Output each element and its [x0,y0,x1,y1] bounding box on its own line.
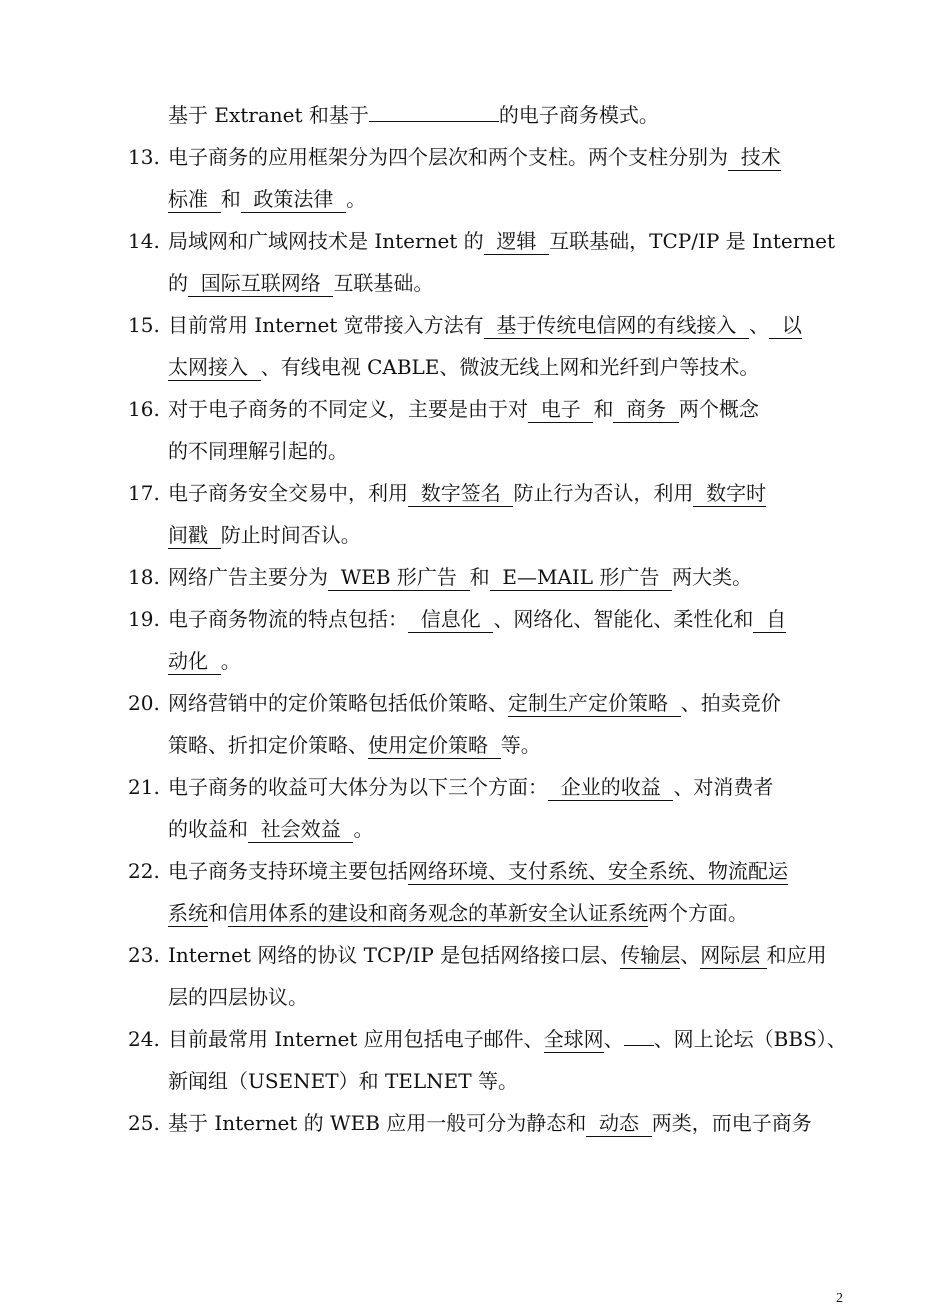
question-text: 网络广告主要分为 [168,565,328,589]
question-line [168,646,241,676]
question-line [168,478,766,508]
question-text: 电子商务支持环境主要包括 [168,859,408,883]
question-text: 两类，而电子商务 [651,1111,812,1135]
answer-text: 定制生产定价策略 [508,691,681,715]
page-number: 2 [836,1291,843,1306]
question-text: 电子商务的应用框架分为四个层次和两个支柱。两个支柱分别为 [168,145,728,169]
answer-text: 全球网 [543,1027,604,1051]
question-text: 防止时间否认。 [220,523,361,547]
question-number: 25. [128,1111,160,1135]
question-text: 两个方面。 [648,901,748,925]
answer-text: 动态 [586,1111,652,1135]
question-text: 、网上论坛（BBS）、 [653,1027,847,1051]
question-line [168,268,433,298]
answer-text: 技术 [728,145,781,169]
question-line [168,226,835,256]
answer-text: 自 [753,607,787,631]
question-line [168,520,361,550]
question-text: 、拍卖竞价 [680,691,781,715]
answer-text: 太网接入 [168,355,261,379]
question-text: Internet 网络的协议 TCP/IP 是包括网络接口层、 [168,943,621,967]
question-number: 20. [128,691,160,715]
question-text: 和应用 [766,943,827,967]
question-text: 两个概念 [678,397,759,421]
question-line [168,814,373,844]
question-line [168,604,786,634]
question-number: 24. [128,1027,160,1051]
question-text: 和 [220,187,241,211]
question-line [168,1066,518,1096]
question-text: 局域网和广域网技术是 Internet 的 [168,229,484,253]
question-text: 、 [749,313,770,337]
question-line [168,940,827,970]
answer-text: 信息化 [408,607,494,631]
question-number: 17. [128,481,160,505]
answer-text: 系统 [168,901,208,925]
question-text: 基于 Extranet 和基于 [168,103,369,127]
question-text: 防止行为否认，利用 [513,481,694,505]
answer-text: 国际互联网络 [188,271,334,295]
answer-text: 数字签名 [408,481,514,505]
answer-text: 间戳 [168,523,221,547]
question-text: 和 [208,901,228,925]
question-text: 电子商务物流的特点包括： [168,607,408,631]
answer-text: 动化 [168,649,221,673]
question-text: 。 [346,187,367,211]
question-line [168,1024,847,1054]
question-line [168,772,773,802]
question-number: 23. [128,943,160,967]
question-line [168,310,802,340]
question-line [168,856,788,886]
question-number: 16. [128,397,160,421]
question-text: 、 [680,943,701,967]
question-text: 的电子商务模式。 [498,103,659,127]
question-text: 和 [469,565,490,589]
question-text: 互联基础，TCP/IP 是 Internet [549,229,836,253]
question-text: 目前最常用 Internet 应用包括电子邮件、 [168,1027,544,1051]
question-line [168,142,781,172]
question-text: 的 [168,271,188,295]
question-line [168,688,781,718]
question-text: 等。 [500,733,541,757]
answer-text: 以 [769,313,802,337]
answer-blank [369,101,499,122]
question-line [168,184,366,214]
answer-text: 基于传统电信网的有线接入 [483,313,750,337]
answer-text: 信用体系的建设和商务观念的革新安全认证系统 [228,901,648,925]
answer-text: 标准 [168,187,221,211]
question-text: 两大类。 [672,565,753,589]
question-line [168,1108,812,1138]
question-text: 的收益和 [168,817,248,841]
question-number: 22. [128,859,160,883]
answer-text: E—MAIL 形广告 [489,565,673,589]
question-line [168,982,308,1012]
question-number: 21. [128,775,160,799]
question-number: 19. [128,607,160,631]
question-text: 。 [353,817,374,841]
question-text: 基于 Internet 的 WEB 应用一般可分为静态和 [168,1111,587,1135]
answer-text: 逻辑 [483,229,550,253]
answer-text: 政策法律 [240,187,347,211]
question-text: 对于电子商务的不同定义，主要是由于对 [168,397,528,421]
question-text: 新闻组（USENET）和 TELNET 等。 [168,1069,518,1093]
answer-text: WEB 形广告 [328,565,470,589]
question-line [168,898,748,928]
question-text: 、有线电视 CABLE、微波无线上网和光纤到户等技术。 [260,355,760,379]
question-text: 策略、折扣定价策略、 [168,733,368,757]
question-line [168,436,348,466]
question-text: 、网络化、智能化、柔性化和 [493,607,754,631]
answer-text: 企业的收益 [548,775,674,799]
answer-text: 数字时 [693,481,767,505]
question-text: 的不同理解引起的。 [168,439,348,463]
question-line [168,730,541,760]
question-text: 层的四层协议。 [168,985,308,1009]
answer-text: 商务 [613,397,679,421]
question-text: 电子商务的收益可大体分为以下三个方面： [168,775,548,799]
question-line [168,394,759,424]
question-line [168,562,752,592]
answer-text: 电子 [528,397,594,421]
answer-text: 网络环境、支付系统、安全系统、物流配运 [408,859,788,883]
question-number: 13. [128,145,160,169]
question-number: 18. [128,565,160,589]
question-text: 、 [603,1027,624,1051]
question-text: 互联基础。 [333,271,434,295]
answer-blank [624,1025,654,1046]
question-text: 电子商务安全交易中，利用 [168,481,408,505]
question-text: 、对消费者 [673,775,774,799]
question-number: 14. [128,229,160,253]
question-text: 。 [220,649,241,673]
answer-text: 传输层 [620,943,681,967]
question-number: 15. [128,313,160,337]
question-text: 目前常用 Internet 宽带接入方法有 [168,313,484,337]
answer-text: 网际层 [700,943,767,967]
question-text: 和 [593,397,614,421]
question-line [168,100,659,130]
answer-text: 社会效益 [248,817,354,841]
question-text: 网络营销中的定价策略包括低价策略、 [168,691,508,715]
question-line [168,352,759,382]
answer-text: 使用定价策略 [368,733,501,757]
